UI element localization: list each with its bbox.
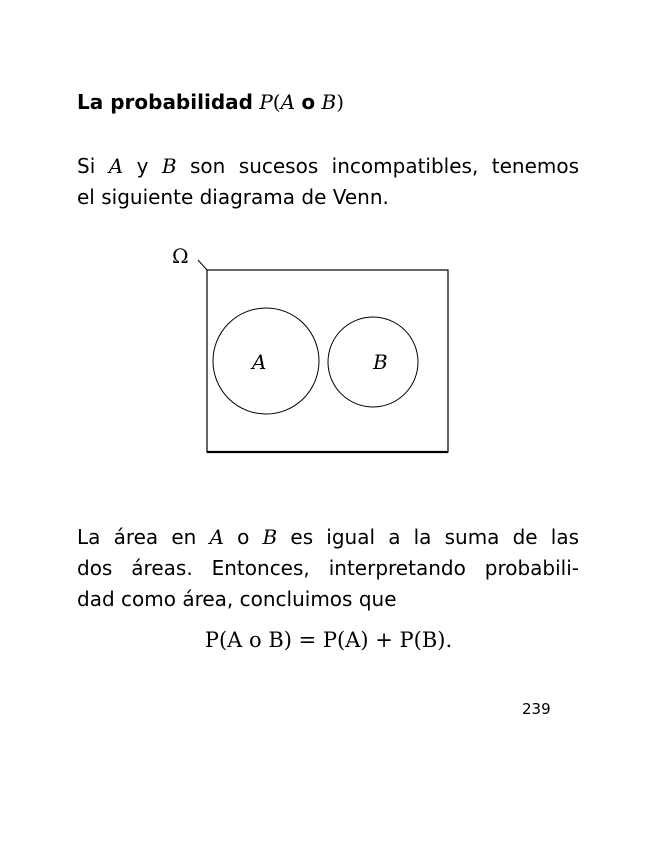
conclusion-line-1	[77, 522, 579, 553]
probability-formula: P(A o B) = P(A) + P(B).	[204, 628, 453, 652]
set-b-label: B	[373, 350, 388, 374]
heading-math	[259, 90, 344, 114]
conclusion-math-a: A	[209, 525, 224, 549]
conclusion-math-b: B	[262, 525, 278, 549]
intro-line-1	[77, 151, 579, 182]
set-a-label: A	[252, 350, 267, 374]
heading-math-close: )	[336, 90, 345, 114]
conclusion-word-o: o	[237, 525, 250, 549]
intro-paragraph	[77, 151, 579, 213]
heading-math-a: A	[280, 90, 296, 114]
intro-math-a: A	[108, 154, 124, 178]
omega-pointer	[198, 260, 207, 270]
page-number: 239	[522, 700, 551, 718]
omega-label: Ω	[172, 244, 189, 268]
heading-math-open: (	[272, 90, 281, 114]
conclusion-line-2: dos áreas. Entonces, interpretando probabili-	[77, 556, 579, 580]
conclusion-words-1: La área en	[77, 525, 197, 549]
intro-word-si: Si	[77, 154, 96, 178]
venn-svg	[160, 238, 460, 463]
heading-text: La probabilidad	[77, 90, 253, 114]
section-heading	[77, 90, 344, 114]
intro-math-b: B	[161, 154, 177, 178]
heading-math-b: B	[321, 90, 337, 114]
conclusion-words-2: es igual a la suma de las	[290, 525, 580, 549]
conclusion-paragraph	[77, 522, 579, 615]
sample-space-rect	[207, 270, 448, 452]
intro-line-1-rest: son sucesos incompatibles, tenemos	[190, 154, 580, 178]
heading-math-p: P	[259, 90, 273, 114]
intro-line-2: el siguiente diagrama de Venn.	[77, 185, 389, 209]
venn-diagram	[160, 238, 460, 463]
intro-word-y: y	[136, 154, 149, 178]
conclusion-line-3: dad como área, concluimos que	[77, 587, 397, 611]
heading-math-o: o	[301, 90, 316, 114]
